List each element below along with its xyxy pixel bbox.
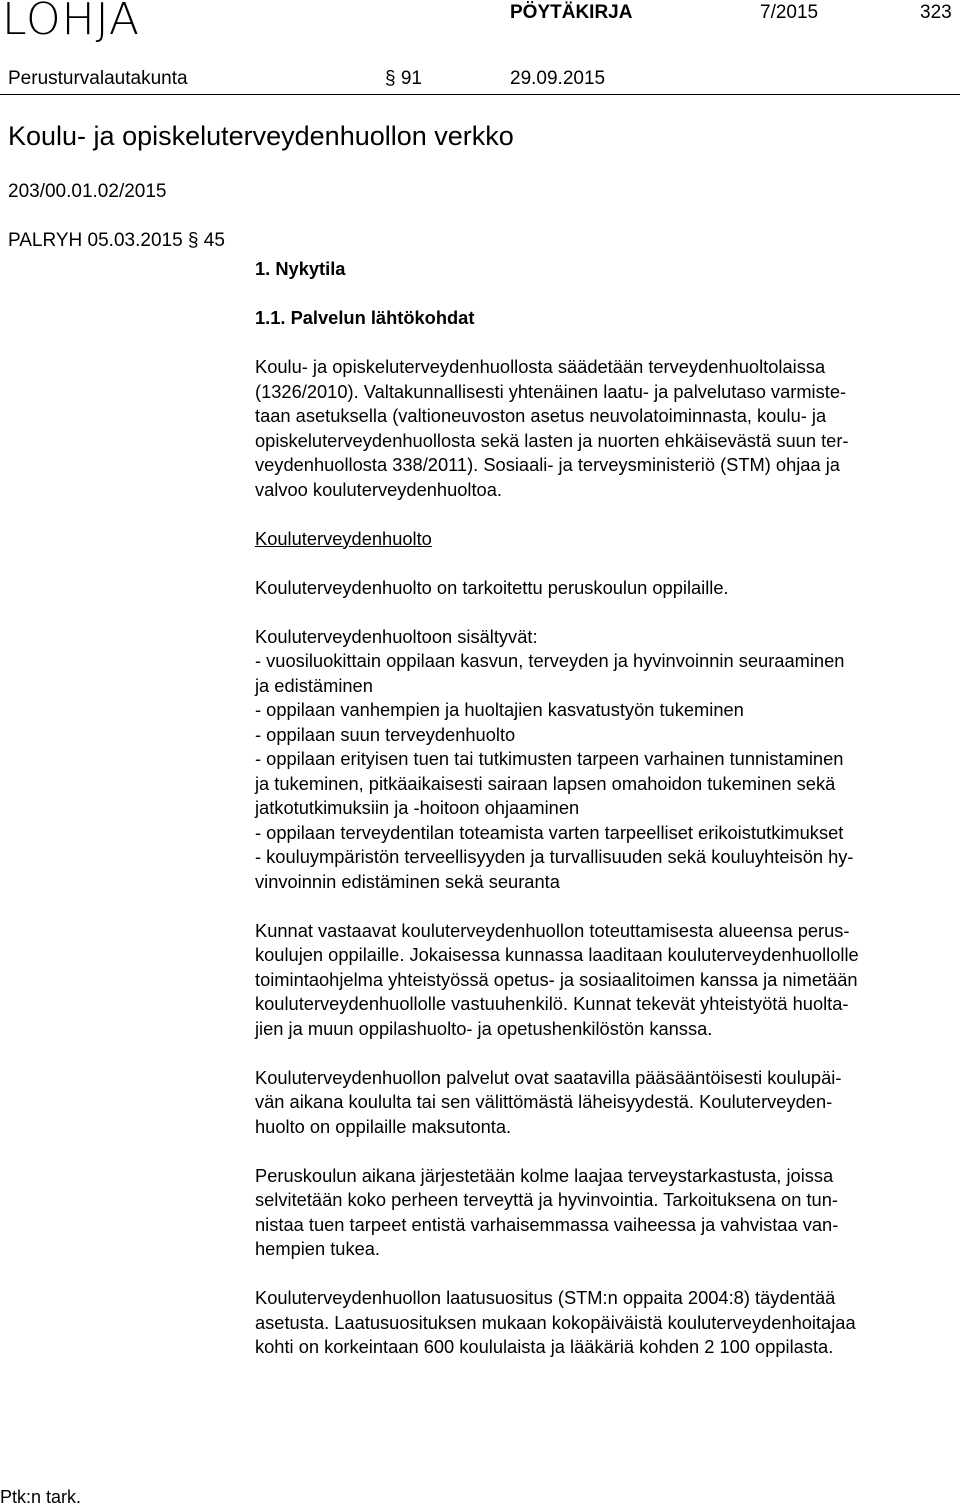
list-item: - vuosiluokittain oppilaan kasvun, terveyden ja hyvinvoinnin seuraaminen — [255, 650, 845, 671]
text-line: Kouluterveydenhuoltoon sisältyvät: — [255, 625, 538, 647]
text-line: Kunnat vastaavat kouluterveydenhuollon toteuttamisesta alueensa perus- — [255, 919, 850, 941]
text-line: opiskeluterveydenhuollosta sekä lasten ja nuorten ehkäisevästä suun ter- — [255, 429, 849, 451]
minutes-checker-label: Ptk:n tark. — [0, 1487, 82, 1507]
text-line: Koulu- ja opiskeluterveydenhuollosta säädetään terveydenhuoltolaissa — [255, 356, 826, 377]
text-line: jatkotutkimuksiin ja -hoitoon ohjaaminen — [255, 797, 580, 818]
text-line: vän aikana koululta tai sen välittömästä läheisyydestä. Kouluterveyden- — [255, 1091, 833, 1112]
text-line: koulujen oppilaille. Jokaisessa kunnassa laaditaan kouluterveydenhuollolle — [255, 944, 859, 965]
paragraph-contents-list — [255, 625, 955, 895]
text-line: Kouluterveydenhuollon laatusuositus (STM:n oppaita 2004:8) täydentää — [255, 1287, 836, 1308]
text-line: veydenhuollosta 338/2011). Sosiaali- ja terveysministeriö (STM) ohjaa ja — [255, 454, 840, 475]
meeting-date: 29.09.2015 — [510, 68, 606, 89]
list-item: - oppilaan erityisen tuen tai tutkimusten tarpeen varhainen tunnistaminen — [255, 748, 844, 769]
text-line: Peruskoulun aikana järjestetään kolme laajaa terveystarkastusta, joissa — [255, 1164, 834, 1186]
list-item: - oppilaan terveydentilan toteamista varten tarpeelliset erikoistutkimukset — [255, 821, 844, 843]
text-line: ja edistäminen — [255, 674, 373, 696]
text-line: taan asetuksella (valtioneuvoston asetus neuvolatoiminnasta, koulu- ja — [255, 405, 827, 426]
text-line: ja tukeminen, pitkäaikaisesti sairaan lapsen omahoidon tukeminen sekä — [255, 772, 836, 794]
record-id: 203/00.01.02/2015 — [8, 181, 167, 202]
paragraph-health-checks — [255, 1164, 955, 1262]
text-line: kohti on korkeintaan 600 koululaista ja lääkäriä kohden 2 100 oppilasta. — [255, 1336, 834, 1357]
text-line: valvoo kouluterveydenhuoltoa. — [255, 478, 502, 500]
text-line: toimintaohjelma yhteistyössä opetus- ja sosiaalitoimen kanssa ja nimetään — [255, 968, 858, 990]
list-item: - oppilaan vanhempien ja huoltajien kasvatustyön tukeminen — [255, 699, 744, 720]
document-body — [255, 257, 955, 1360]
organ-name: Perusturvalautakunta — [8, 68, 188, 89]
text-line: Kouluterveydenhuollon palvelut ovat saatavilla pääsääntöisesti koulupäi- — [255, 1066, 842, 1088]
heading-nykytila: 1. Nykytila — [255, 258, 346, 279]
section-number: § 91 — [385, 68, 422, 89]
paragraph-legislation — [255, 355, 955, 502]
text-line: asetusta. Laatusuosituksen mukaan kokopäiväistä kouluterveydenhoitajaa — [255, 1311, 856, 1333]
header-divider — [0, 94, 960, 95]
text-line: kouluterveydenhuollolle vastuuhenkilö. Kunnat tekevät yhteistyötä huolta- — [255, 993, 849, 1014]
heading-lahtokohdat: 1.1. Palvelun lähtökohdat — [255, 307, 475, 328]
paragraph-municipalities — [255, 919, 955, 1042]
list-item: - kouluympäristön terveellisyyden ja turvallisuuden sekä kouluyhteisön hy- — [255, 846, 854, 867]
paragraph-quality-recommendation — [255, 1286, 955, 1360]
text-line: nistaa tuen tarpeet entistä varhaisemmassa vaiheessa ja vahvistaa van- — [255, 1213, 839, 1235]
text-line: huolto on oppilaille maksutonta. — [255, 1115, 512, 1137]
text-line: (1326/2010). Valtakunnallisesti yhtenäinen laatu- ja palvelutaso varmiste- — [255, 380, 847, 402]
meeting-number: 7/2015 — [760, 2, 819, 23]
text-line: selvitetään koko perheen terveyttä ja hyvinvointia. Tarkoituksena on tun- — [255, 1189, 838, 1210]
prior-reference: PALRYH 05.03.2015 § 45 — [8, 230, 225, 251]
document-type: PÖYTÄKIRJA — [510, 2, 633, 23]
subheading-kouluterveydenhuolto: Kouluterveydenhuolto — [255, 527, 432, 549]
text-line: vinvoinnin edistäminen sekä seuranta — [255, 870, 560, 892]
text-line: jien ja muun oppilashuolto- ja opetushenkilöstön kanssa. — [255, 1017, 713, 1039]
list-item: - oppilaan suun terveydenhuolto — [255, 723, 516, 745]
lohja-logo: LOHJA — [2, 0, 140, 45]
page-number: 323 — [920, 2, 952, 23]
paragraph-availability — [255, 1066, 955, 1140]
paragraph-purpose: Kouluterveydenhuolto on tarkoitettu peruskoulun oppilaille. — [255, 576, 729, 598]
text-line: hempien tukea. — [255, 1238, 381, 1259]
page-title: Koulu- ja opiskeluterveydenhuollon verkko — [8, 121, 514, 151]
